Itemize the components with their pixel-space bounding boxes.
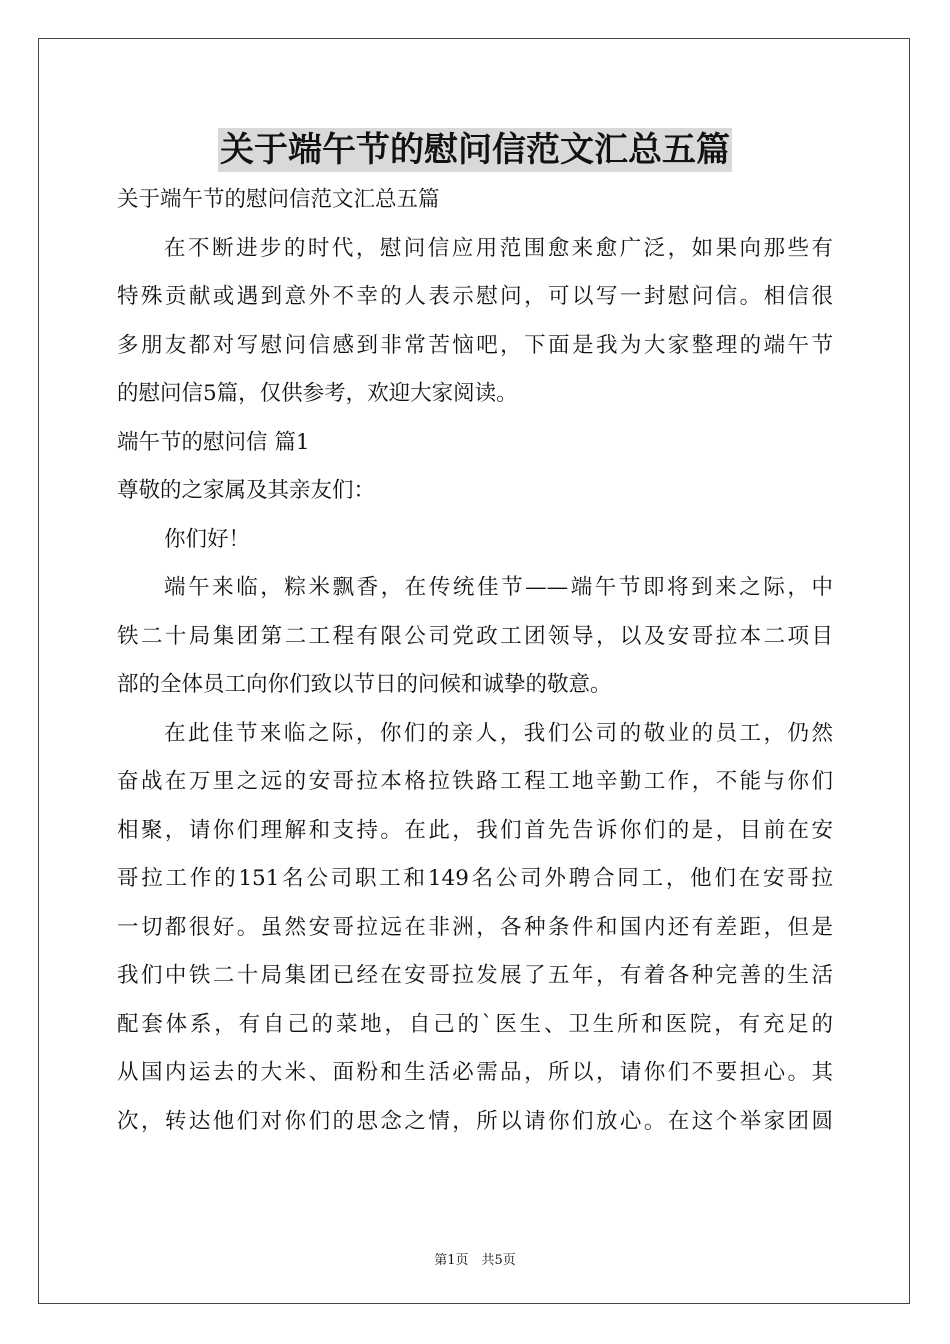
text-line: 在此佳节来临之际，你们的亲人，我们公司的敬业的员工，仍然 xyxy=(164,720,833,746)
text-line: 铁二十局集团第二工程有限公司党政工团领导，以及安哥拉本二项目 xyxy=(117,623,833,649)
text-line: 一切都很好。虽然安哥拉远在非洲，各种条件和国内还有差距，但是 xyxy=(117,914,833,940)
text-line: 次，转达他们对你们的思念之情，所以请你们放心。在这个举家团圆 xyxy=(117,1108,833,1134)
text-line: 从国内运去的大米、面粉和生活必需品，所以，请你们不要担心。其 xyxy=(117,1060,833,1085)
text-line: 的慰问信5篇，仅供参考，欢迎大家阅读。 xyxy=(117,381,518,406)
page-footer: 第1页 共5页 xyxy=(434,1253,516,1268)
text-line: 多朋友都对写慰问信感到非常苦恼吧，下面是我为大家整理的端午节 xyxy=(117,332,833,358)
text-line: 部的全体员工向你们致以节日的问候和诚挚的敬意。 xyxy=(117,672,612,697)
text-line: 奋战在万里之远的安哥拉本格拉铁路工程工地辛勤工作，不能与你们 xyxy=(117,769,833,794)
text-line: 哥拉工作的151名公司职工和149名公司外聘合同工，他们在安哥拉 xyxy=(117,866,833,891)
text-line: 关于端午节的慰问信范文汇总五篇 xyxy=(117,187,440,212)
text-line: 特殊贡献或遇到意外不幸的人表示慰问，可以写一封慰问信。相信很 xyxy=(117,284,833,309)
text-line: 端午来临，粽米飘香，在传统佳节——端午节即将到来之际，中 xyxy=(164,575,833,600)
title-container xyxy=(0,128,950,172)
text-line: 在不断进步的时代，慰问信应用范围愈来愈广泛，如果向那些有 xyxy=(164,235,833,261)
text-line: 端午节的慰问信 篇1 xyxy=(117,429,310,455)
text-line: 尊敬的之家属及其亲友们： xyxy=(117,478,376,503)
document-body xyxy=(117,186,833,1156)
text-line: 相聚，请你们理解和支持。在此，我们首先告诉你们的是，目前在安 xyxy=(117,817,833,843)
text-line: 我们中铁二十局集团已经在安哥拉发展了五年，有着各种完善的生活 xyxy=(117,963,833,988)
text-line: 配套体系，有自己的菜地，自己的`医生、卫生所和医院，有充足的 xyxy=(117,1011,833,1037)
page-title: 关于端午节的慰问信范文汇总五篇 xyxy=(220,130,730,170)
text-line: 你们好！ xyxy=(164,526,251,552)
